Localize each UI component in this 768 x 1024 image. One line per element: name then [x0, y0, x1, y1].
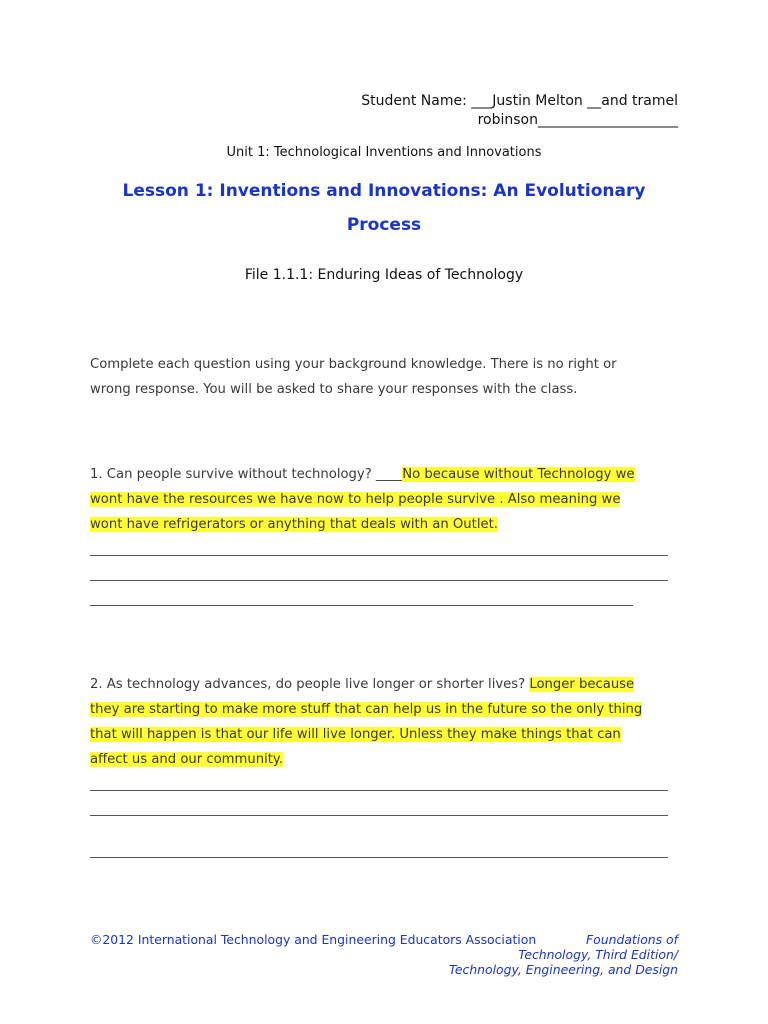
unit-title: Unit 1: Technological Inventions and Innovations [226, 145, 542, 160]
question-2 [90, 672, 680, 772]
footer-book-line-3: Technology, Engineering, and Design [448, 962, 678, 977]
instructions-line-2: wrong response. You will be asked to share your responses with the class. [90, 382, 578, 397]
instructions-line-1: Complete each question using your background knowledge. There is no right or [90, 357, 617, 372]
student-name-block [300, 92, 678, 130]
lesson-title-line-2: Process [346, 215, 422, 235]
footer-book-line-2: Technology, Third Edition/ [518, 947, 678, 962]
question-2-answer-line-4: affect us and our community. [90, 752, 284, 767]
answer-rule [90, 605, 633, 606]
question-1-line-3 [90, 512, 680, 537]
question-2-prompt: 2. As technology advances, do people live longer or shorter lives? [90, 677, 530, 692]
question-1-prompt: 1. Can people survive without technology? ____ [90, 467, 403, 482]
question-1-answer-line-3: wont have refrigerators or anything that deals with an Outlet. [90, 517, 498, 532]
question-2-answer-line-3: that will happen is that our life will live longer. Unless they make things that can [90, 727, 621, 742]
lesson-title [84, 174, 684, 242]
answer-rule [90, 815, 668, 816]
question-2-line-2 [90, 697, 680, 722]
question-1-line-1 [90, 462, 680, 487]
question-2-answer-line-2: they are starting to make more stuff that can help us in the future so the only thing [90, 702, 643, 717]
answer-rule [90, 555, 668, 556]
question-2-answer-line-1: Longer because [529, 677, 635, 692]
answer-rule [90, 580, 668, 581]
footer-book-line-1: Foundations of [586, 932, 678, 947]
instructions [90, 352, 680, 402]
footer-copyright: ©2012 International Technology and Engineering Educators Association [90, 932, 537, 947]
question-2-line-3 [90, 722, 680, 747]
footer-book-title [430, 932, 678, 977]
question-1 [90, 462, 680, 537]
question-1-answer-line-2: wont have the resources we have now to help people survive . Also meaning we [90, 492, 621, 507]
answer-rule [90, 790, 668, 791]
question-1-answer-line-1: No because without Technology we [402, 467, 635, 482]
student-name-line-2: robinson____________________ [477, 112, 678, 128]
student-name-line-1: Student Name: ___Justin Melton __and tramel [361, 93, 678, 109]
answer-rule [90, 857, 668, 858]
lesson-title-line-1: Lesson 1: Inventions and Innovations: An Evolutionary [122, 181, 646, 201]
question-1-line-2 [90, 487, 680, 512]
question-2-line-1 [90, 672, 680, 697]
file-title: File 1.1.1: Enduring Ideas of Technology [244, 267, 524, 283]
question-2-line-4 [90, 747, 680, 772]
